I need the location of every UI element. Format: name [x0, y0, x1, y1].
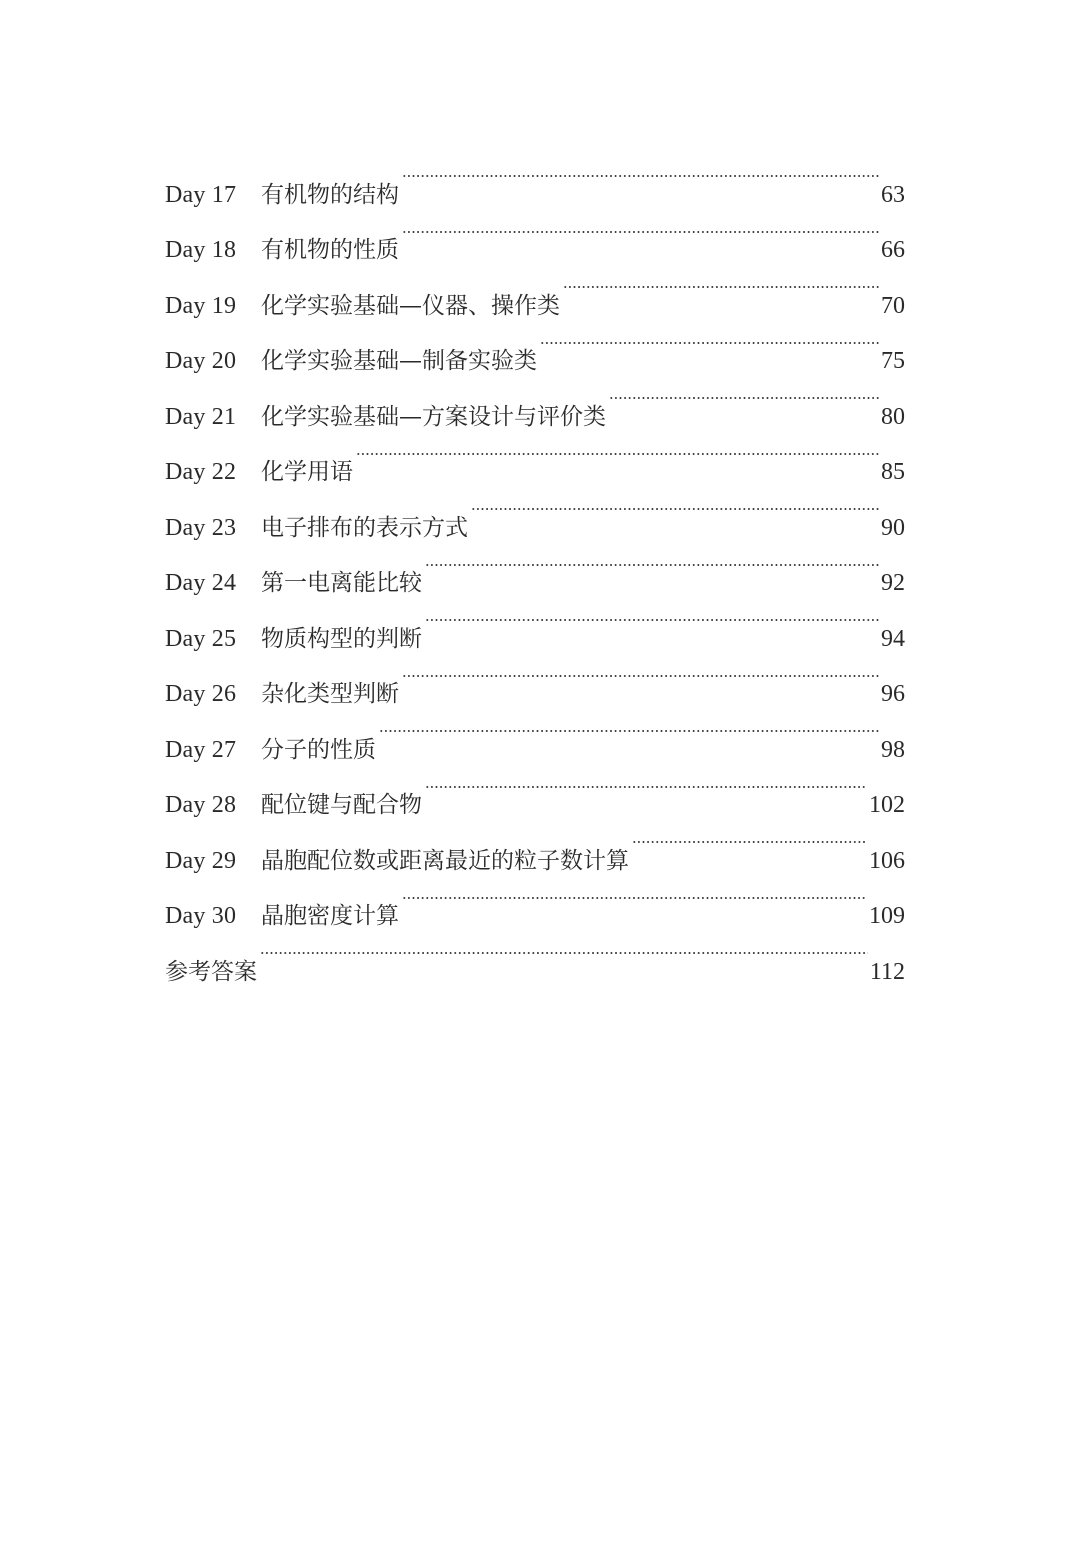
- toc-day-label: Day 26: [165, 681, 237, 707]
- dot-leader: [425, 757, 867, 813]
- toc-day-label: Day 30: [165, 903, 237, 929]
- dot-leader: [609, 368, 879, 424]
- toc-page-number: 92: [881, 570, 905, 596]
- toc-day-label: Day 29: [165, 847, 237, 874]
- toc-title: 第一电离能比较: [261, 570, 422, 596]
- toc-day-label: Day 28: [165, 792, 237, 818]
- toc-page-number: 75: [881, 348, 905, 374]
- toc-title: 化学用语: [261, 459, 353, 485]
- toc-page-number: 98: [881, 736, 905, 763]
- toc-page-number: 90: [881, 514, 905, 541]
- dot-leader: [402, 646, 879, 702]
- dot-leader: [471, 479, 879, 535]
- toc-title: 晶胞密度计算: [261, 903, 399, 929]
- table-of-contents: [165, 146, 905, 985]
- toc-day-label: Day 19: [165, 292, 237, 319]
- toc-day-label: Day 21: [165, 403, 237, 430]
- toc-day-label: Day 27: [165, 736, 237, 763]
- toc-page-number: 85: [881, 459, 905, 485]
- dot-leader: [260, 923, 868, 979]
- toc-title: 电子排布的表示方式: [261, 514, 468, 541]
- dot-leader: [402, 202, 879, 258]
- toc-page-number: 80: [881, 403, 905, 430]
- toc-page-number: 96: [881, 681, 905, 707]
- toc-title: 晶胞配位数或距离最近的粒子数计算: [261, 847, 629, 874]
- toc-page-number: 94: [881, 625, 905, 652]
- toc-page-number: 63: [881, 181, 905, 208]
- dot-leader: [540, 313, 879, 369]
- dot-leader: [402, 868, 867, 924]
- dot-leader: [425, 590, 879, 646]
- toc-day-label: Day 18: [165, 237, 237, 263]
- toc-day-label: Day 20: [165, 348, 237, 374]
- dot-leader: [356, 424, 879, 480]
- toc-page-number: 109: [869, 903, 905, 929]
- dot-leader: [379, 701, 879, 757]
- toc-day-label: Day 17: [165, 181, 237, 208]
- toc-title: 化学实验基础—制备实验类: [261, 348, 537, 374]
- toc-title: 有机物的性质: [261, 237, 399, 263]
- toc-row-answers[interactable]: [165, 923, 905, 985]
- toc-title: 有机物的结构: [261, 181, 399, 208]
- dot-leader: [563, 257, 879, 313]
- toc-page-number: 102: [869, 792, 905, 818]
- toc-title: 配位键与配合物: [261, 792, 422, 818]
- toc-page-number: 106: [869, 847, 905, 874]
- toc-title-answers: 参考答案: [165, 958, 257, 985]
- toc-page-number: 70: [881, 292, 905, 319]
- dot-leader: [632, 812, 867, 868]
- toc-day-label: Day 25: [165, 625, 237, 652]
- toc-row-day-17[interactable]: [165, 146, 905, 208]
- toc-title: 化学实验基础—仪器、操作类: [261, 292, 560, 319]
- toc-page-number: 112: [869, 958, 905, 985]
- toc-day-label: Day 22: [165, 459, 237, 485]
- toc-title: 分子的性质: [261, 736, 376, 763]
- toc-title: 物质构型的判断: [261, 625, 422, 652]
- dot-leader: [425, 535, 879, 591]
- dot-leader: [402, 146, 879, 202]
- toc-title: 杂化类型判断: [261, 681, 399, 707]
- toc-page-number: 66: [881, 237, 905, 263]
- toc-title: 化学实验基础—方案设计与评价类: [261, 403, 606, 430]
- toc-day-label: Day 24: [165, 570, 237, 596]
- toc-day-label: Day 23: [165, 514, 237, 541]
